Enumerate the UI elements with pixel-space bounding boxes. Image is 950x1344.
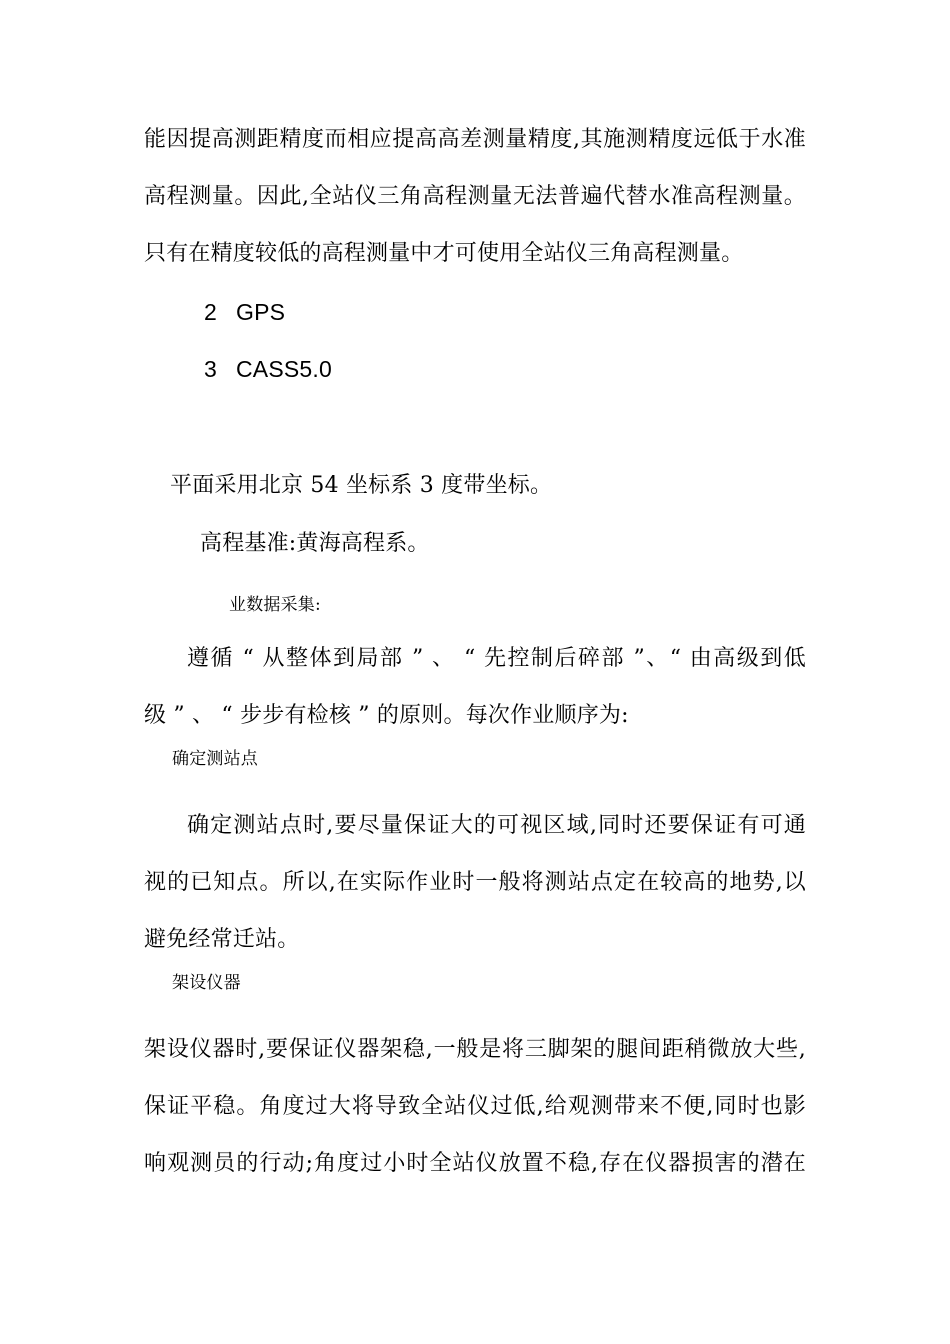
station-paragraph-line2: 视的已知点。所以,在实际作业时一般将测站点定在较高的地势,以 [144,870,806,895]
station-paragraph-line1: 确定测站点时,要尽量保证大的可视区域,同时还要保证有可通 [187,813,806,838]
heading-title: GPS [236,299,286,325]
paragraph1-line2: 高程测量。因此,全站仪三角高程测量无法普遍代替水准高程测量。 [144,184,806,209]
heading-gps [204,298,285,326]
principle-line1: 遵循 “ 从整体到局部 ” 、 “ 先控制后碎部 ”、“ 由高级到低 [187,646,806,671]
principle-line2: 级 ” 、 “ 步步有检核 ” 的原则。每次作业顺序为: [144,703,629,728]
heading-number: 3 [204,356,217,382]
instrument-paragraph-line3: 响观测员的行动;角度过小时全站仪放置不稳,存在仪器损害的潜在 [144,1151,806,1176]
heading-number: 2 [204,299,217,325]
instrument-paragraph-line1: 架设仪器时,要保证仪器架稳,一般是将三脚架的腿间距稍微放大些, [144,1037,806,1062]
heading-cass [204,355,332,383]
instrument-heading: 架设仪器 [172,973,241,993]
station-heading: 确定测站点 [172,749,258,769]
paragraph1-line1: 能因提高测距精度而相应提高高差测量精度,其施测精度远低于水准 [144,127,806,152]
instrument-paragraph-line2: 保证平稳。角度过大将导致全站仪过低,给观测带来不便,同时也影 [144,1094,806,1119]
elevation-datum-text: 高程基准:黄海高程系。 [200,531,430,556]
station-paragraph-line3: 避免经常迁站。 [144,927,300,952]
coordinate-system-text: 平面采用北京 54 坐标系 3 度带坐标。 [170,473,553,498]
data-collection-heading: 业数据采集: [229,595,321,615]
heading-title: CASS5.0 [236,356,333,382]
paragraph1-line3: 只有在精度较低的高程测量中才可使用全站仪三角高程测量。 [144,241,744,266]
